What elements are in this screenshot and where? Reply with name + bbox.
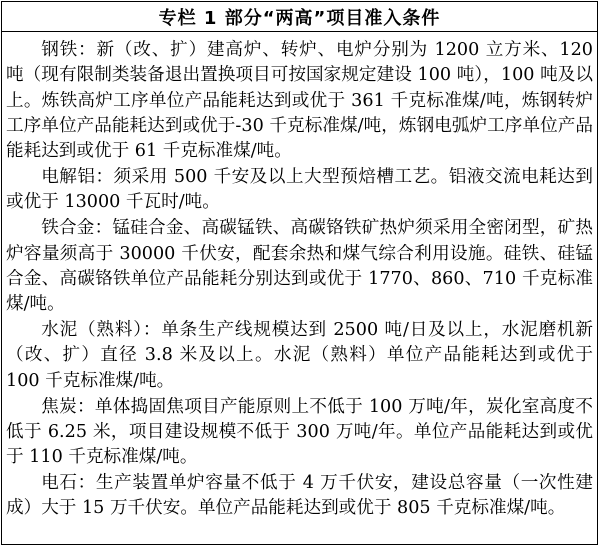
entry-steel: 钢铁：新（改、扩）建高炉、转炉、电炉分别为 1200 立方米、120 吨（现有限制类装备退出置换项目可按国家规定建设 100 吨），100 吨及以上。炼铁高炉工序单位产品能耗达到或优于 361 千克标准煤/吨，炼钢转炉工序单位产品能耗达到或优于-30 千克标准煤/吨，炼钢电弧炉工序单位产品能耗达到或优于 61 千克标准煤/吨。 <box>6 40 593 162</box>
box-content <box>2 32 597 522</box>
entry-calcium-carbide: 电石：生产装置单炉容量不低于 4 万千伏安，建设总容量（一次性建成）大于 15 万千伏安。单位产品能耗达到或优于 805 千克标准煤/吨。 <box>6 473 593 519</box>
entry-cement-clinker: 水泥（熟料）：单条生产线规模达到 2500 吨/日及以上，水泥磨机新（改、扩）直径 3.8 米及以上。水泥（熟料）单位产品能耗达到或优于 100 千克标准煤/吨。 <box>6 320 593 391</box>
entry-ferroalloy: 铁合金：锰硅合金、高碳锰铁、高碳铬铁矿热炉须采用全密闭型，矿热炉容量须高于 30000 千伏安，配套余热和煤气综合利用设施。硅铁、硅锰合金、高碳铬铁单位产品能耗分别达到或优于 1770、860、710 千克标准煤/吨。 <box>6 218 593 315</box>
info-box <box>1 1 598 545</box>
entry-electrolytic-aluminum: 电解铝：须采用 500 千安及以上大型预焙槽工艺。铝液交流电耗达到或优于 13000 千瓦时/吨。 <box>6 167 593 213</box>
entry-coke: 焦炭：单体捣固焦项目产能原则上不低于 100 万吨/年，炭化室高度不低于 6.25 米，项目建设规模不低于 300 万吨/年。单位产品能耗达到或优于 110 千克标准煤/吨。 <box>6 396 593 468</box>
box-title: 专栏 1 部分“两高”项目准入条件 <box>2 2 597 32</box>
